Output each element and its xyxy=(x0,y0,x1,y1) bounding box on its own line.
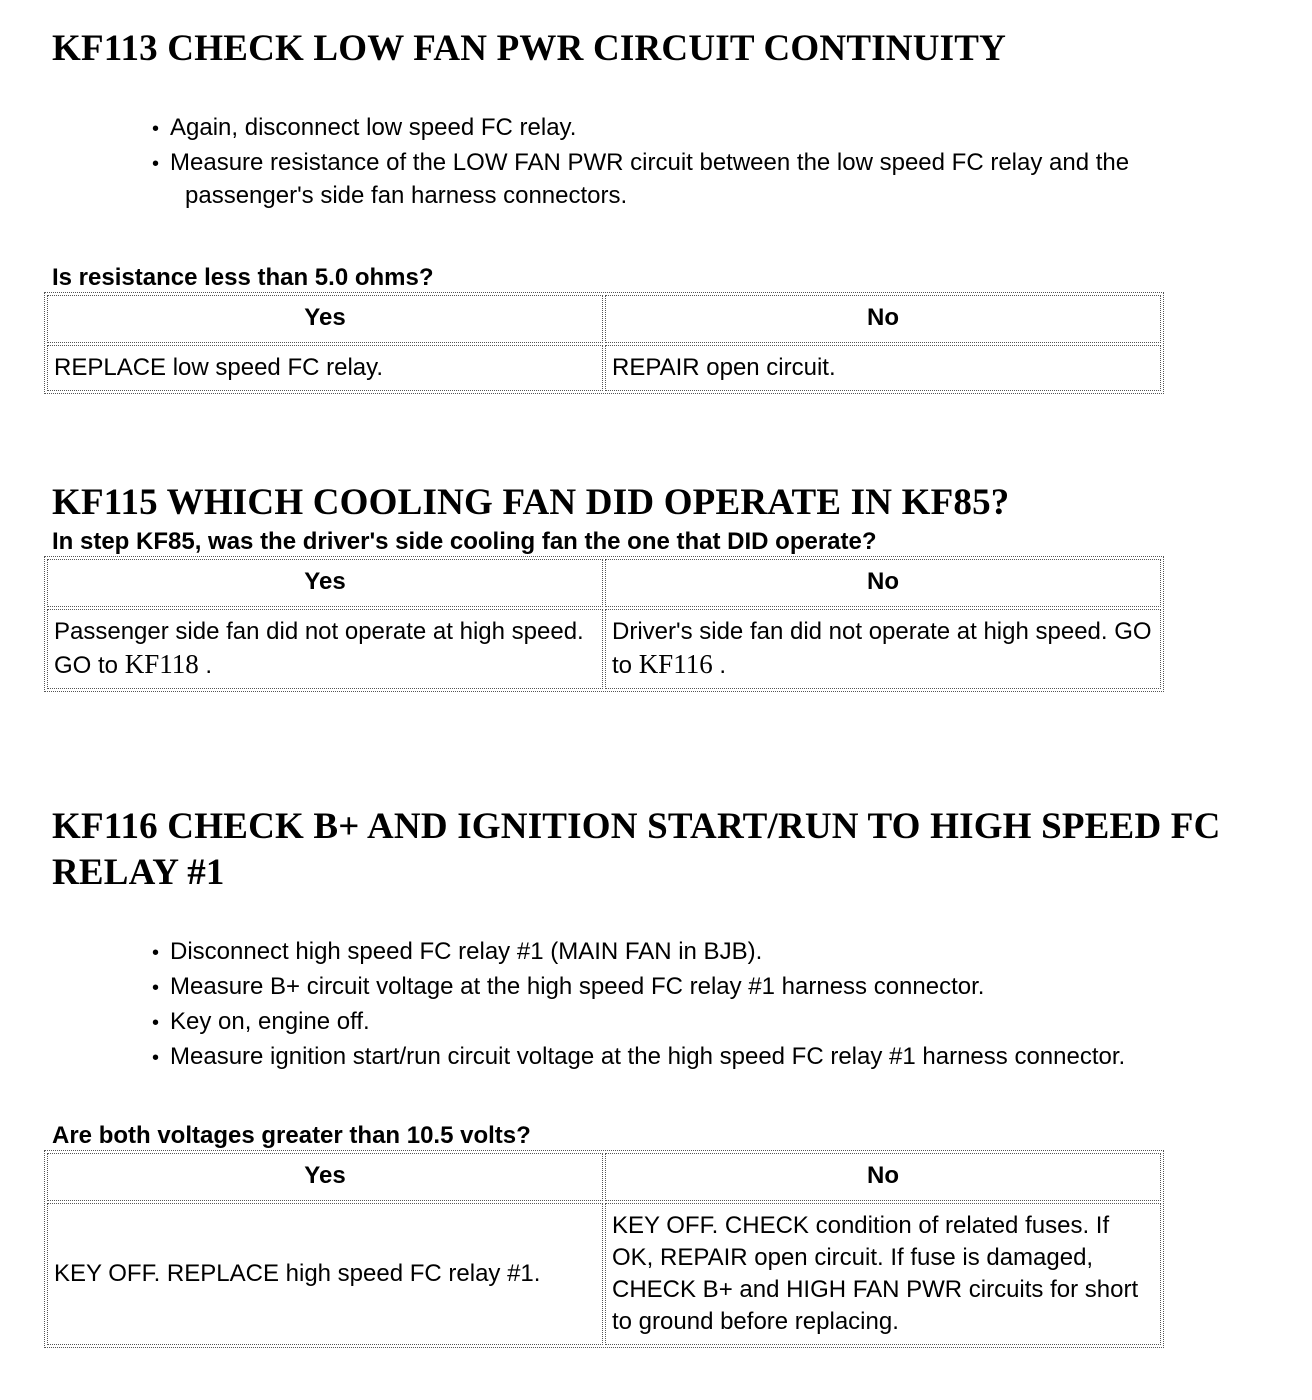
section-title: KF115 WHICH COOLING FAN DID OPERATE IN KF85? xyxy=(52,482,1010,523)
step-list xyxy=(52,936,1152,1074)
yes-header: Yes xyxy=(47,295,603,343)
step-item: • Again, disconnect low speed FC relay. xyxy=(52,112,1232,145)
bullet-icon: • xyxy=(152,1047,160,1069)
bullet-icon: • xyxy=(152,977,160,999)
section-title: KF116 CHECK B+ AND IGNITION START/RUN TO HIGH SPEED FC RELAY #1 xyxy=(52,806,1221,893)
question-text: Is resistance less than 5.0 ohms? xyxy=(52,264,434,291)
kf116-link[interactable]: KF116 xyxy=(638,649,713,679)
step-item: • Measure resistance of the LOW FAN PWR circuit between the low speed FC relay and the passenger's side fan harness connectors. xyxy=(152,149,1130,209)
step-list xyxy=(52,112,1232,212)
step-item: • Measure B+ circuit voltage at the high speed FC relay #1 harness connector. xyxy=(52,971,1152,1004)
no-header: No xyxy=(605,1153,1161,1201)
yes-header: Yes xyxy=(47,1153,603,1201)
step-item: • Disconnect high speed FC relay #1 (MAIN FAN in BJB). xyxy=(52,936,1152,969)
kf118-link[interactable]: KF118 xyxy=(124,649,199,679)
answer-table xyxy=(44,1150,1164,1348)
answer-table xyxy=(44,556,1164,692)
no-header: No xyxy=(605,559,1161,607)
no-cell: KEY OFF. CHECK condition of related fuses. If OK, REPAIR open circuit. If fuse is damaged, CHECK B+ and HIGH FAN PWR circuits for short to ground before replacing. xyxy=(605,1203,1161,1345)
section-kf113 xyxy=(52,26,1292,394)
section-title: KF113 CHECK LOW FAN PWR CIRCUIT CONTINUITY xyxy=(52,28,1007,69)
question-text: In step KF85, was the driver's side cooling fan the one that DID operate? xyxy=(52,528,877,555)
bullet-icon: • xyxy=(152,942,160,964)
answer-table xyxy=(44,292,1164,394)
bullet-icon: • xyxy=(152,153,160,175)
section-kf115 xyxy=(52,480,1292,692)
bullet-icon: • xyxy=(152,1012,160,1034)
no-cell: Driver's side fan did not operate at high speed. GO to KF116 . xyxy=(605,609,1161,689)
step-item: • Key on, engine off. xyxy=(52,1006,1152,1039)
yes-header: Yes xyxy=(47,559,603,607)
question-text: Are both voltages greater than 10.5 volts? xyxy=(52,1122,531,1149)
bullet-icon: • xyxy=(152,118,160,140)
no-cell: REPAIR open circuit. xyxy=(605,345,1161,391)
yes-cell: KEY OFF. REPLACE high speed FC relay #1. xyxy=(47,1203,603,1345)
section-kf116 xyxy=(52,804,1292,1348)
yes-cell: Passenger side fan did not operate at high speed. GO to KF118 . xyxy=(47,609,603,689)
yes-cell: REPLACE low speed FC relay. xyxy=(47,345,603,391)
step-item: • Measure ignition start/run circuit voltage at the high speed FC relay #1 harness connector. xyxy=(52,1041,1152,1074)
no-header: No xyxy=(605,295,1161,343)
